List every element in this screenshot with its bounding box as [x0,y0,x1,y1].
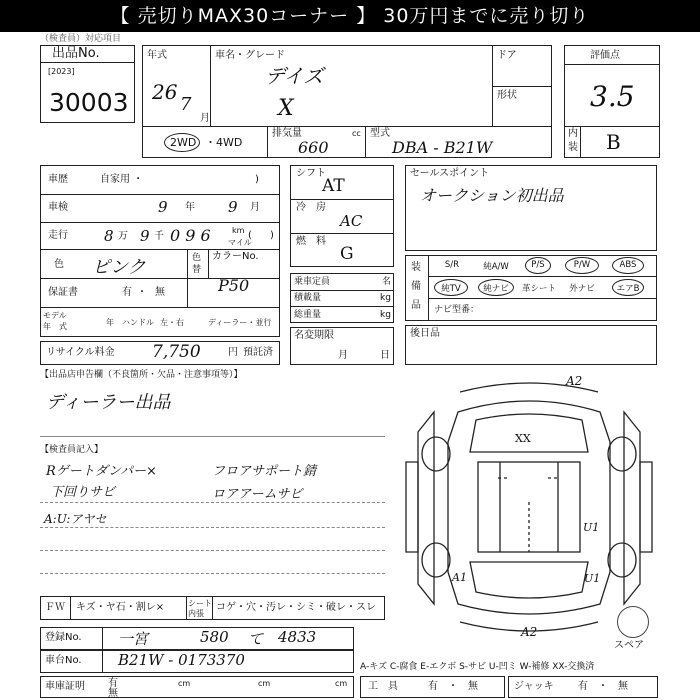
name-value: デイズ [265,64,324,88]
damage-mark-roof: XX [515,432,531,445]
history-paren-close: ) [255,174,259,185]
recycle-note: 預託済 [243,347,273,358]
displacement-label: 排気量 [272,128,302,139]
seat-label-2: 内張 [188,609,204,618]
drive-4wd: ・4WD [205,136,243,149]
warranty-label: 保証書 [48,287,78,298]
gross-unit: kg [380,310,391,320]
color-label: 色 [54,259,64,270]
name-change-label: 名変期限 [294,330,334,341]
interior-label-2: 装 [568,142,578,153]
interior-label-1: 内 [568,128,578,139]
score-value: 3.5 [590,80,635,113]
equip-navi: 純ナビ [483,284,509,294]
jack-value: 有 ・ 無 [578,681,628,692]
displacement-unit: cc [352,129,361,138]
dealer-label: ディーラー・並行 [208,318,272,327]
seats-unit: 名 [382,277,392,287]
fw-label: ＦＷ [45,602,65,613]
inspection-month-unit: 月 [250,202,260,213]
equip-airbag: エアB [616,284,640,294]
registration-label: 登録No. [45,632,82,643]
gross-label: 総重量 [294,310,322,320]
ac-value: AC [340,212,363,230]
chassis-value: B21W - 0173370 [118,651,245,669]
equipment-label-3: 品 [411,300,421,311]
warranty-sep: ・ [137,287,147,298]
cert-no: 無 [108,688,118,699]
notes-title: 【出品店申告欄（不良箇所・欠品・注意事項等）】 [40,370,243,380]
drive-2wd: 2WD [170,136,197,149]
spare-tire-icon [617,606,649,638]
inspection-month: 9 [228,198,238,216]
grade-value: X [278,96,294,121]
ac-label-2: 房 [316,202,326,213]
name-change-day: 日 [380,350,390,361]
equipment-label-1: 装 [411,262,421,273]
equip-abs: ABS [619,260,637,270]
color-no-label: カラーNo. [212,251,259,262]
inspector-line3-left: A:U:アヤセ [44,512,107,526]
inspection-year: 9 [158,198,168,216]
shift-value: AT [322,176,345,196]
recycle-label: リサイクル料金 [46,347,115,358]
year-value: 26 [152,80,178,104]
inspector-title: 【検査員記入】 [40,445,104,455]
equip-tv: 純TV [441,284,461,294]
mileage-man-unit: 万 [118,231,128,242]
handle-label: ハンドル [122,318,154,327]
history-options: 自家用 ・ [100,174,144,185]
equipment-label-2: 備 [411,281,421,292]
cert-cm-1: cm [178,679,191,688]
fuel-value: G [340,244,354,264]
registration-value-a: 一宮 [118,630,149,648]
load-label: 積載量 [294,293,322,303]
seat-label-1: シート [188,599,212,608]
damage-mark-bottom: A2 [521,625,538,639]
after-market-label: 後日品 [410,328,440,339]
mile-unit: マイル [228,238,252,247]
handle-options: 左・右 [160,318,184,327]
inspection-label: 車検 [48,202,68,213]
swap-label-2: 替 [192,265,202,275]
mileage-paren-open: ( [248,230,252,241]
navi-model-label: ナビ型番： [434,305,480,315]
damage-mark-a1: A1 [452,571,467,584]
sale-point-value: オークション初出品 [420,186,564,205]
mileage-label: 走行 [48,230,68,241]
load-unit: kg [380,293,391,303]
damage-legend: A-キズ C-腐食 E-エクボ S-サビ U-凹ミ W-補修 XX-交換済 [360,662,595,672]
registration-value-c: て [248,630,264,648]
equip-ps: P/S [531,260,545,270]
damage-mark-u1b: U1 [584,572,601,585]
inspector-line2-right: ロアアームサビ [212,487,303,502]
year-label: 年式 [147,50,167,61]
warranty-yes: 有 [122,287,132,298]
recycle-value: 7,750 [152,342,201,362]
equip-ext-navi: 外ナビ [569,284,595,294]
cert-cm-2: cm [258,679,271,688]
score-label: 評価点 [590,50,620,61]
model-value: DBA - B21W [392,138,493,157]
interior-value: B [606,130,621,154]
registration-value-d: 4833 [278,628,317,646]
jack-label: ジャッキ [514,681,554,692]
lot-number: 30003 [49,88,129,117]
ac-label-1: 冷 [296,202,306,213]
shift-label: シフト [296,168,326,179]
equip-leather: 革シート [521,284,556,294]
km-unit: km [232,226,245,235]
registration-value-b: 580 [200,628,229,646]
tools-label: 工 具 [368,681,398,692]
seats-label: 乗車定員 [294,277,331,287]
cert-label: 車庫証明 [45,681,85,692]
model-label: 型式 [370,128,390,139]
inspector-line2-left: 下回りサビ [50,485,116,500]
doors-label: ドア [497,50,517,61]
shape-label: 形状 [497,90,517,101]
recycle-unit: 円 [228,347,238,358]
spare-label: スペア [614,640,644,651]
damage-mark-u1a: U1 [583,521,600,534]
model-year-unit: 年 [106,318,114,327]
car-diagram [398,372,660,642]
fuel-label-1: 燃 [296,236,306,247]
garage-cert-box [40,676,354,698]
warranty-no: 無 [155,287,165,298]
equip-alloy: 純A/W [483,262,509,272]
name-label: 車名・グレード [215,50,285,61]
month-value: 7 [180,94,192,115]
page-banner: 【 売切りMAX30コーナー 】 30万円までに売り切り [0,0,700,32]
color-no-value: P50 [218,276,250,295]
lot-badge: [2023] [48,67,75,76]
history-label: 車歴 [48,174,68,185]
damage-mark-top: A2 [566,374,583,388]
fuel-label-2: 料 [316,236,326,247]
notes-value: ディーラー出品 [46,392,171,413]
inspector-line1-right: フロアサポート錆 [212,464,317,479]
model-year-label-1: モデル [43,311,67,320]
lot-label: 出品No. [52,46,100,61]
glass-damage-options: キズ・ヤ石・割レ× [76,602,165,613]
color-value: ピンク [92,257,146,278]
chassis-label: 車台No. [45,655,82,666]
sale-point-label: セールスポイント [410,168,490,179]
displacement-value: 660 [298,138,329,157]
model-year-label-2: 年 式 [43,322,67,331]
mileage-man: 8 [104,227,114,245]
mileage-paren-close: ) [270,230,274,241]
tools-value: 有 ・ 無 [428,681,478,692]
name-change-month: 月 [338,350,348,361]
corner-note: （検査員）対応項目 [40,34,122,44]
cert-yes: 有 [108,678,118,689]
equip-pw: P/W [573,260,591,270]
cert-cm-3: cm [335,679,348,688]
mileage-sen-unit: 千 [154,231,164,242]
seat-damage-options: コゲ・穴・汚レ・シミ・破レ・スレ [216,602,376,613]
month-unit: 月 [200,113,210,124]
inspector-line1-left: Rゲートダンパー× [46,464,157,479]
mileage-rest: 0 9 6 [170,226,211,245]
inspection-year-unit: 年 [185,202,195,213]
swap-label-1: 色 [192,253,202,263]
after-market-box [405,325,657,365]
mileage-sen: 9 [140,227,150,245]
equip-sr: S/R [444,260,460,270]
